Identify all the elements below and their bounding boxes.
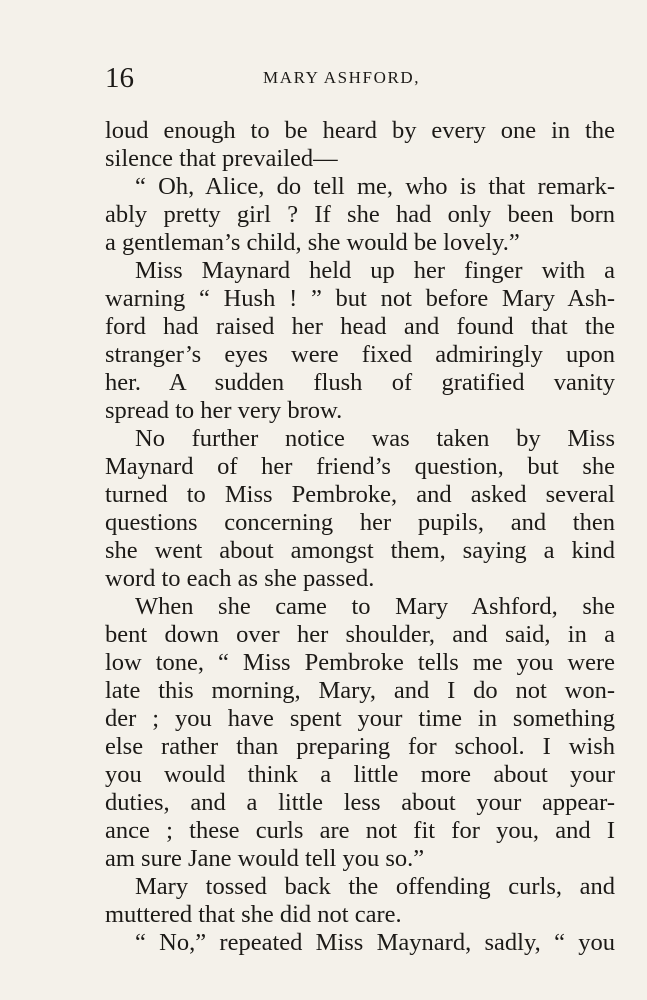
text-line: Mary tossed back the offending curls, and (135, 873, 615, 900)
body-text (105, 117, 615, 957)
text-line: ford had raised her head and found that the (105, 313, 615, 340)
text-line: silence that prevailed— (105, 145, 338, 172)
running-head: MARY ASHFORD, (263, 68, 421, 87)
text-line: “ Oh, Alice, do tell me, who is that remark- (135, 173, 615, 200)
text-line: Miss Maynard held up her finger with a (135, 257, 615, 284)
text-line: else rather than preparing for school. I wish (105, 733, 615, 760)
text-line: When she came to Mary Ashford, she (135, 593, 615, 620)
text-line: Maynard of her friend’s question, but she (105, 453, 615, 480)
text-line: No further notice was taken by Miss (135, 425, 615, 452)
text-line: turned to Miss Pembroke, and asked several (105, 481, 615, 508)
text-line: warning “ Hush ! ” but not before Mary Ash- (105, 285, 615, 312)
text-line: late this morning, Mary, and I do not won- (105, 677, 615, 704)
page-number: 16 (105, 62, 134, 94)
text-line: der ; you have spent your time in something (105, 705, 615, 732)
text-line: low tone, “ Miss Pembroke tells me you were (105, 649, 615, 676)
text-line: muttered that she did not care. (105, 901, 402, 928)
text-line: ance ; these curls are not fit for you, and I (105, 817, 615, 844)
text-line: loud enough to be heard by every one in the (105, 117, 615, 144)
text-line: questions concerning her pupils, and then (105, 509, 615, 536)
text-line: you would think a little more about your (105, 761, 615, 788)
text-line: word to each as she passed. (105, 565, 375, 592)
text-line: her. A sudden flush of gratified vanity (105, 369, 615, 396)
text-line: bent down over her shoulder, and said, in a (105, 621, 615, 648)
text-line: stranger’s eyes were fixed admiringly upon (105, 341, 615, 368)
text-line: “ No,” repeated Miss Maynard, sadly, “ you (135, 929, 615, 956)
text-line: duties, and a little less about your appear- (105, 789, 615, 816)
text-line: she went about amongst them, saying a kind (105, 537, 615, 564)
page-header (105, 62, 615, 102)
text-line: ably pretty girl ? If she had only been born (105, 201, 615, 228)
text-line: spread to her very brow. (105, 397, 343, 424)
text-line: am sure Jane would tell you so.” (105, 845, 425, 872)
text-line: a gentleman’s child, she would be lovely.” (105, 229, 520, 256)
